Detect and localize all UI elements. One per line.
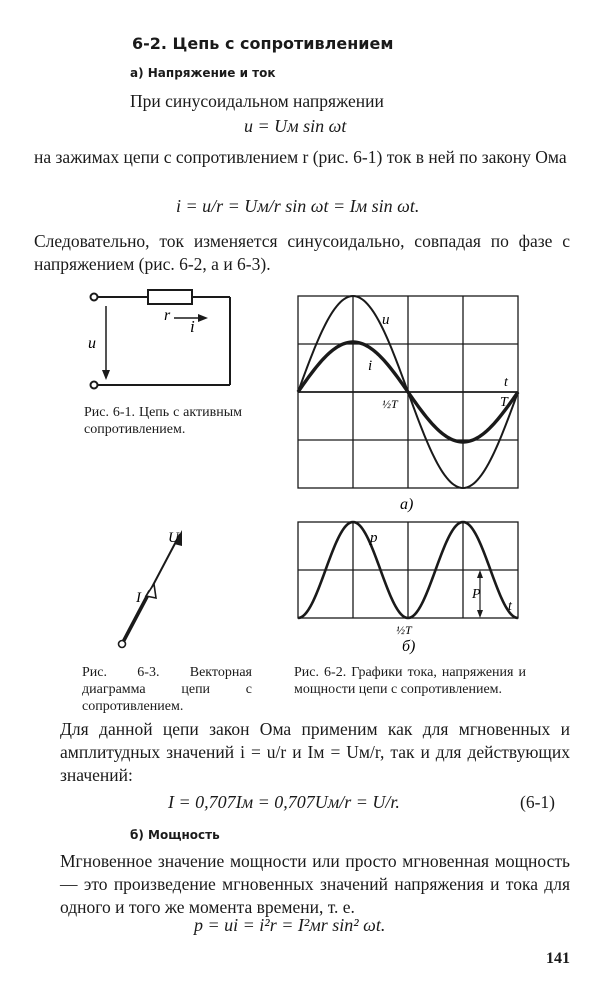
page-number: 141 (546, 950, 570, 967)
resistor-symbol (148, 290, 192, 304)
label-U-vector: U (168, 530, 179, 546)
label-t: t (504, 375, 508, 390)
panel-b-label: б) (402, 638, 416, 655)
section-title: 6-2. Цепь с сопротивлением (132, 34, 394, 53)
figure-6-3-caption: Рис. 6-3. Векторная диаграмма цепи с сопротивлением. (82, 665, 252, 714)
equation-number: (6-1) (520, 792, 555, 812)
label-half-T: ½T (382, 397, 398, 411)
paragraph-5: Мгновенное значение мощности или просто мгновенная мощность — это произведение мгновенных значений напряжения и тока для одного и того же момента времени, т. е. (60, 851, 570, 917)
figure-6-2-caption: Рис. 6-2. Графики тока, напряжения и мощности цепи с сопротивлением. (294, 665, 526, 697)
terminal-top (91, 294, 98, 301)
paragraph-3: Следовательно, ток изменяется синусоидально, совпадая по фазе с напряжением (рис. 6-2, а и 6-3). (34, 231, 570, 274)
label-T: T (500, 395, 508, 410)
figure-6-2b-graph (292, 518, 522, 656)
label-P-average: P (472, 587, 481, 602)
figure-6-2a-graph (292, 292, 522, 514)
label-r: r (164, 307, 171, 324)
equation-power: p = ui = i²r = I²мr sin² ωt. (194, 915, 386, 935)
paragraph-4: Для данной цепи закон Ома применим как для мгновенных и амплитудных значений i = u/r и Iм = Uм/r, так и для действующих значений: (60, 719, 570, 785)
label-u: u (88, 335, 96, 352)
panel-a-label: а) (400, 496, 414, 513)
circuit-diagram (82, 284, 242, 394)
equation-current: i = u/r = Uм/r sin ωt = Iм sin ωt. (176, 196, 420, 216)
label-half-T-b: ½T (396, 623, 412, 637)
terminal-bottom (91, 382, 98, 389)
paragraph-2: на зажимах цепи с сопротивлением r (рис. 6-1) ток в ней по закону Ома (34, 147, 567, 167)
current-vector-arrow (146, 584, 156, 598)
equation-voltage: u = Uм sin ωt (244, 116, 347, 136)
label-t-b: t (508, 599, 512, 614)
paragraph-1: При синусоидальном напряжении (130, 91, 384, 111)
label-p-curve: p (370, 530, 378, 546)
subsection-b-title: б) Мощность (130, 828, 220, 842)
label-u-curve: u (382, 312, 390, 328)
label-i-curve: i (368, 358, 373, 374)
subsection-a-title: а) Напряжение и ток (130, 66, 276, 80)
equation-rms: I = 0,707Iм = 0,707Uм/r = U/r. (168, 792, 400, 812)
label-I-vector: I (136, 590, 141, 606)
vector-diagram (110, 524, 200, 654)
figure-6-1-caption: Рис. 6-1. Цепь с активным сопротивлением. (84, 405, 242, 437)
label-i: i (190, 317, 195, 336)
